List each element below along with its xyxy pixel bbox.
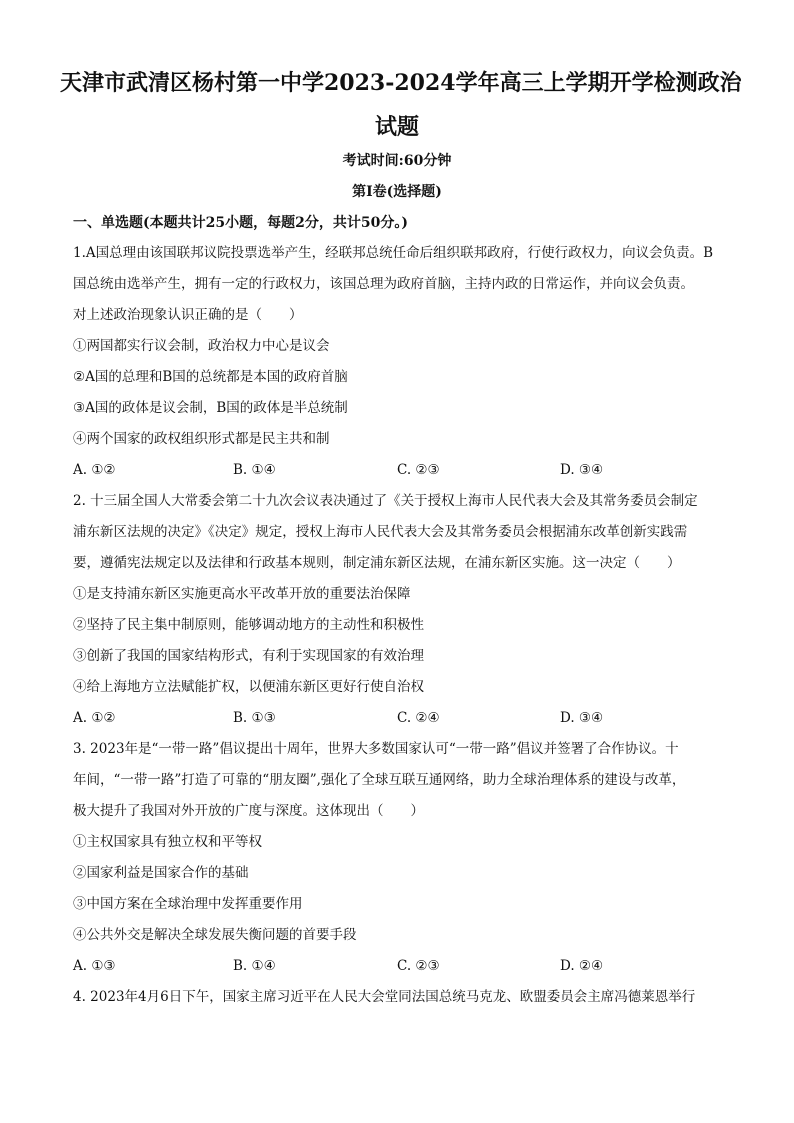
statement-item: ④给上海地方立法赋能扩权，以便浦东新区更好行使自治权: [73, 679, 424, 695]
statement-item: ②坚持了民主集中制原则，能够调动地方的主动性和积极性: [73, 617, 424, 633]
exam-time: 考试时间:60分钟: [342, 153, 452, 169]
statement-item: ②国家利益是国家合作的基础: [73, 865, 249, 881]
statement-item: ①两国都实行议会制，政治权力中心是议会: [73, 338, 330, 354]
option-c: C. ②④: [397, 710, 440, 726]
statement-item: ③中国方案在全球治理中发挥重要作用: [73, 896, 303, 912]
option-c: C. ②③: [397, 462, 440, 478]
question-stem-line: 要，遵循宪法规定以及法律和行政基本规则，制定浦东新区法规，在浦东新区实施。这一决定（ ）: [73, 555, 681, 571]
statement-item: ④公共外交是解决全球发展失衡问题的首要手段: [73, 927, 357, 943]
statement-item: ②A国的总理和B国的总统都是本国的政府首脑: [73, 369, 348, 385]
option-a: A. ①②: [73, 462, 116, 478]
question-stem-line: 浦东新区法规的决定》《决定》规定，授权上海市人民代表大会及其常务委员会根据浦东改革创新实践需: [73, 524, 688, 540]
option-b: B. ①③: [233, 710, 276, 726]
answer-options: [73, 461, 733, 479]
question-stem-line: 4. 2023年4月6日下午，国家主席习近平在人民大会堂同法国总统马克龙、欧盟委员会主席冯德莱恩举行: [73, 989, 696, 1005]
question-stem-line: 国总统由选举产生，拥有一定的行政权力，该国总理为政府首脑，主持内政的日常运作，并向议会负责。: [73, 276, 694, 292]
question-stem-line: 对上述政治现象认识正确的是（ ）: [73, 307, 303, 323]
question-stem-line: 年间，“一带一路”打造了可靠的“朋友圈”,强化了全球互联互通网络，助力全球治理体系的建设与改革，: [73, 772, 686, 788]
question-stem-line: 极大提升了我国对外开放的广度与深度。这体现出（ ）: [73, 803, 424, 819]
statement-item: ③创新了我国的国家结构形式，有利于实现国家的有效治理: [73, 648, 424, 664]
option-c: C. ②③: [397, 958, 440, 974]
question-stem-line: 3. 2023年是“一带一路”倡议提出十周年，世界大多数国家认可“一带一路”倡议并签署了合作协议。十: [73, 741, 679, 757]
statement-item: ①主权国家具有独立权和平等权: [73, 834, 262, 850]
page-title-continued: 试题: [374, 114, 419, 140]
question-stem-line: 1.A国总理由该国联邦议院投票选举产生，经联邦总统任命后组织联邦政府，行使行政权力，向议会负责。B: [73, 245, 714, 261]
question-stem-line: 2. 十三届全国人大常委会第二十九次会议表决通过了《关于授权上海市人民代表大会及其常务委员会制定: [73, 493, 698, 509]
volume-heading: 第Ⅰ卷(选择题): [352, 184, 442, 200]
statement-item: ④两个国家的政权组织形式都是民主共和制: [73, 431, 330, 447]
answer-options: [73, 709, 733, 727]
statement-item: ①是支持浦东新区实施更高水平改革开放的重要法治保障: [73, 586, 411, 602]
option-d: D. ②④: [560, 958, 604, 974]
statement-item: ③A国的政体是议会制，B国的政体是半总统制: [73, 400, 348, 416]
option-b: B. ①④: [233, 958, 276, 974]
option-a: A. ①③: [73, 958, 116, 974]
option-d: D. ③④: [560, 710, 604, 726]
answer-options: [73, 957, 733, 975]
section-heading: 一、单选题(本题共计25小题，每题2分，共计50分。): [73, 215, 408, 231]
option-b: B. ①④: [233, 462, 276, 478]
option-d: D. ③④: [560, 462, 604, 478]
page-title: 天津市武清区杨村第一中学2023-2024学年高三上学期开学检测政治: [60, 70, 742, 96]
option-a: A. ①②: [73, 710, 116, 726]
